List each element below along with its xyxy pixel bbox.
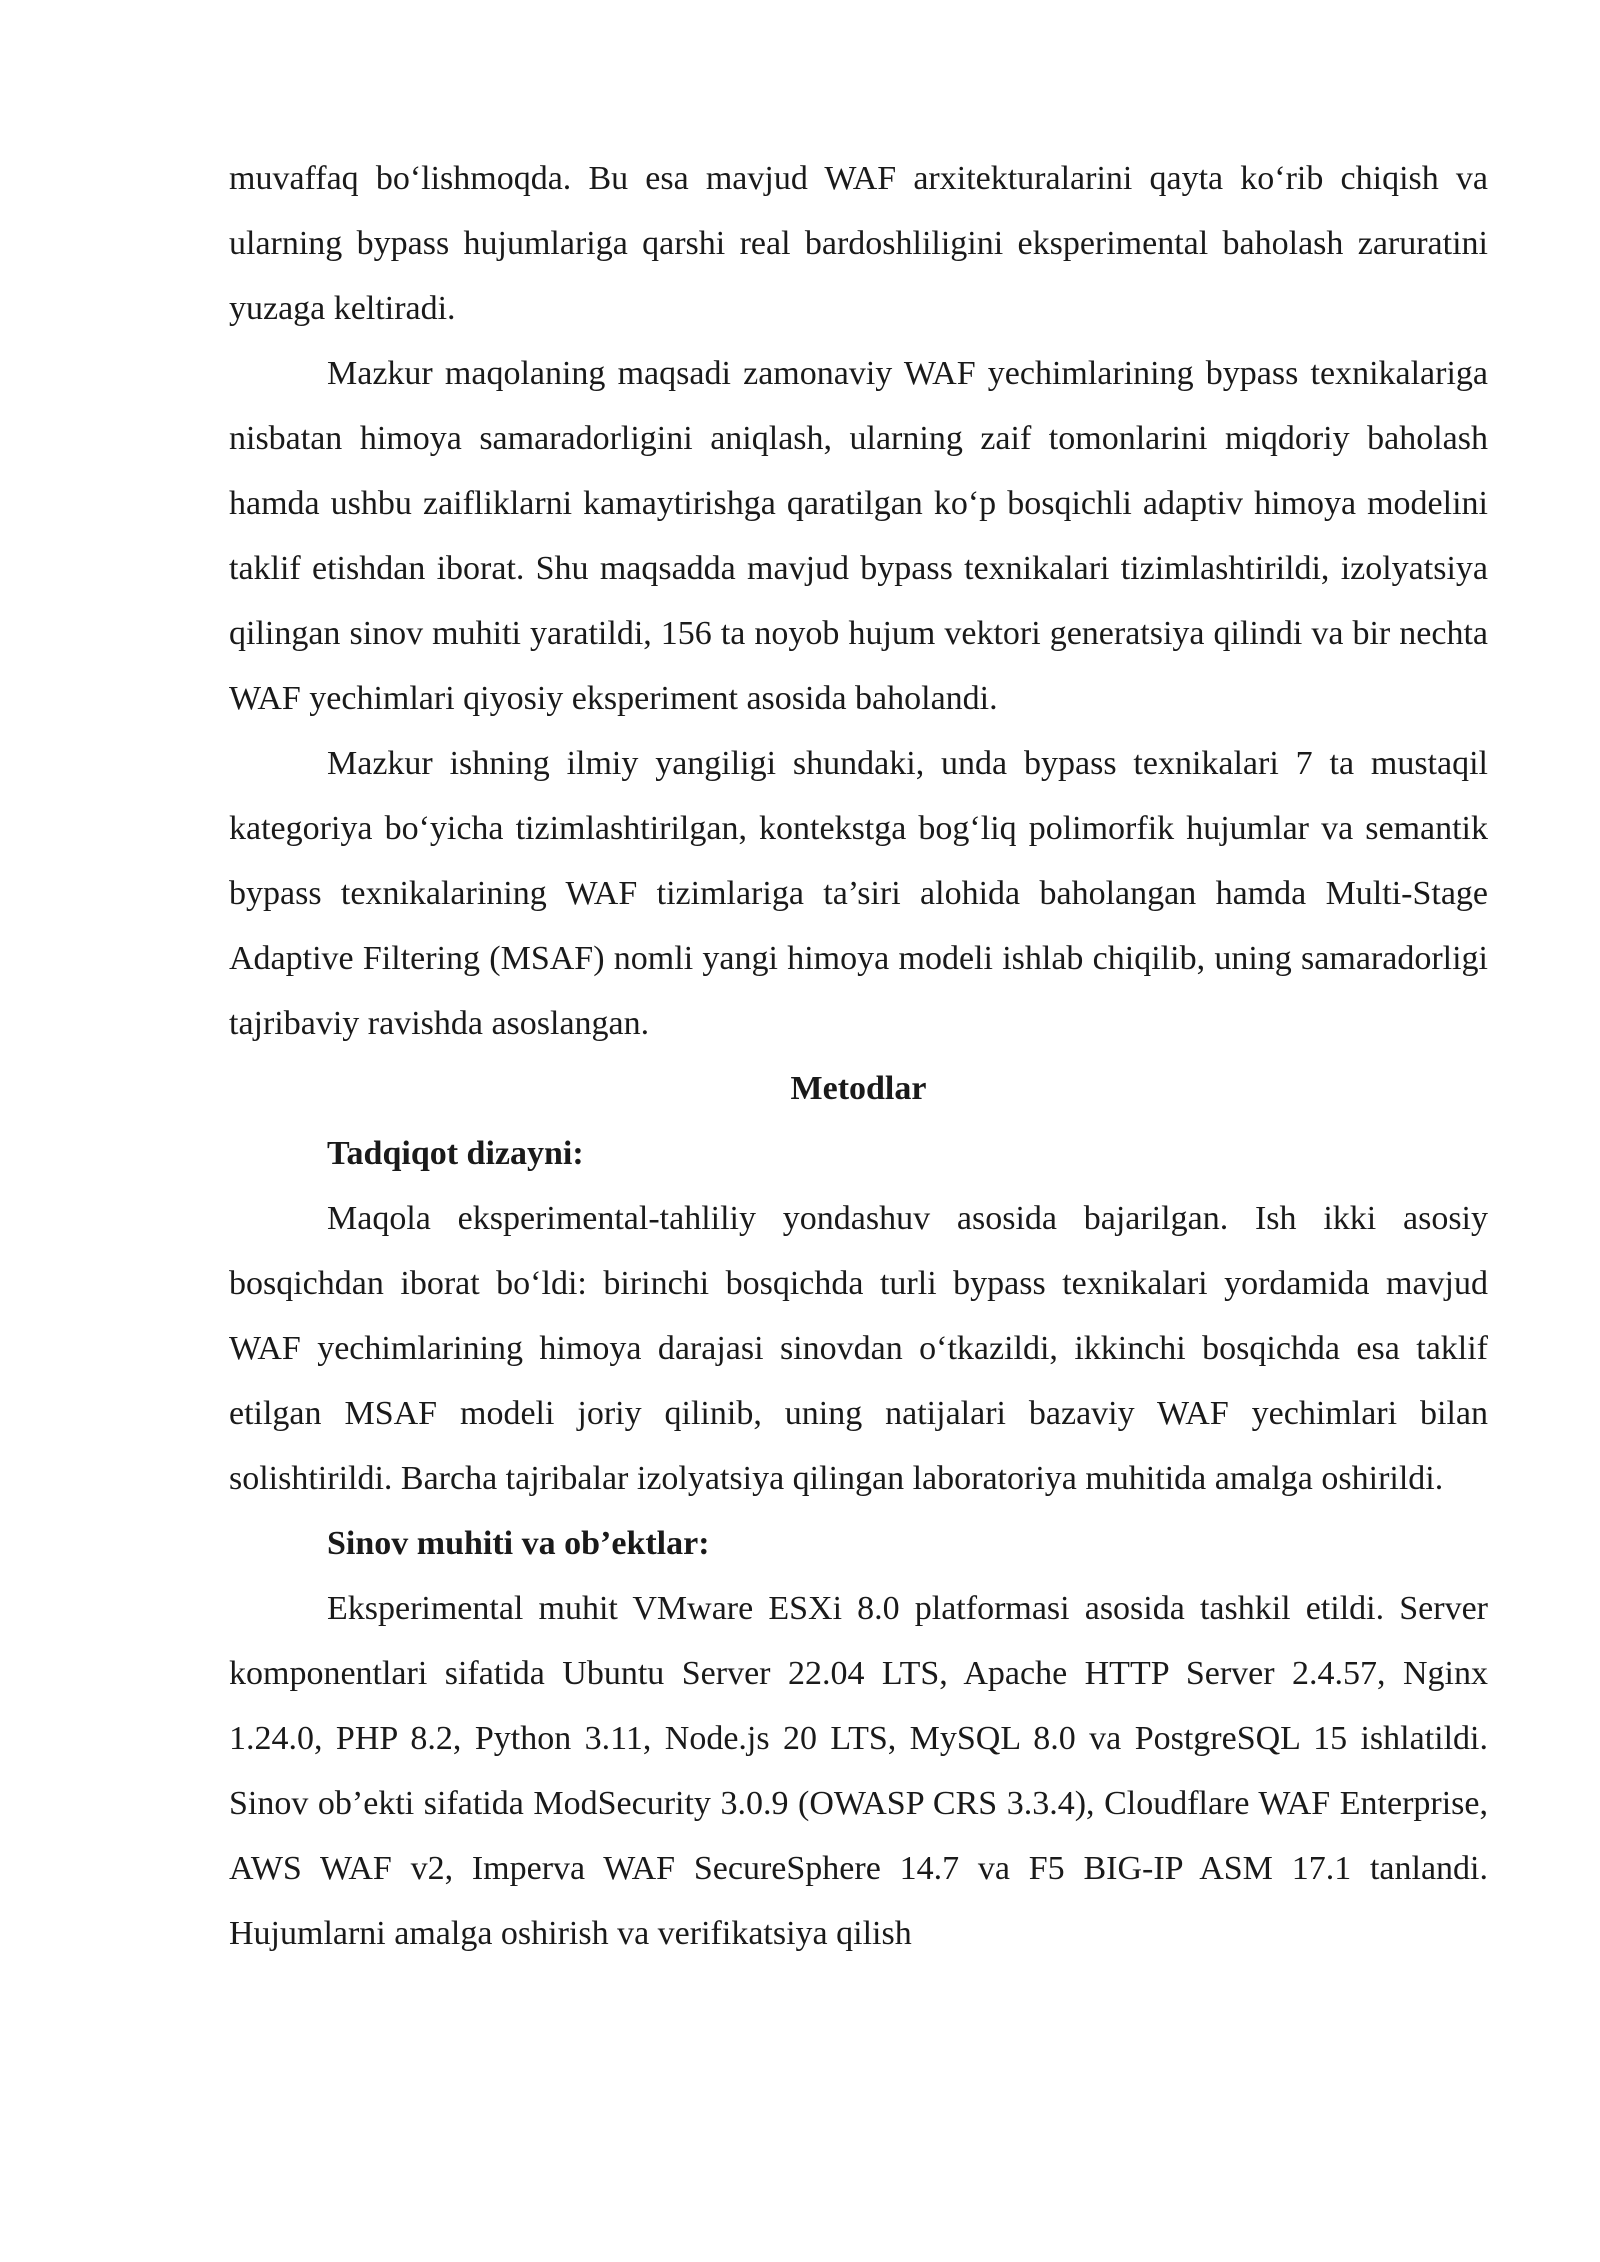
paragraph-test-environment: Eksperimental muhit VMware ESXi 8.0 platformasi asosida tashkil etildi. Server komponentlari sifatida Ubuntu Server 22.04 LTS, Apache HTTP Server 2.4.57, Nginx 1.24.0, PHP 8.2, Python 3.11, Node.js 20 LTS, MySQL 8.0 va PostgreSQL 15 ishlatildi. Sinov ob’ekti sifatida ModSecurity 3.0.9 (OWASP CRS 3.3.4), Cloudflare WAF Enterprise, AWS WAF v2, Imperva WAF SecureSphere 14.7 va F5 BIG-IP ASM 17.1 tanlandi. Hujumlarni amalga oshirish va verifikatsiya qilish xyxy=(229,1590,1488,1952)
paragraph-study-design: Maqola eksperimental-tahliliy yondashuv asosida bajarilgan. Ish ikki asosiy bosqichdan iborat bo‘ldi: birinchi bosqichda turli bypass texnikalari yordamida mavjud WAF yechimlarining himoya darajasi sinovdan o‘tkazildi, ikkinchi bosqichda esa taklif etilgan MSAF modeli joriy qilinib, uning natijalari bazaviy WAF yechimlari bilan solishtirildi. Barcha tajribalar izolyatsiya qilingan laboratoriya muhitida amalga oshirildi. xyxy=(229,1200,1488,1497)
subheading-test-environment: Sinov muhiti va ob’ektlar: xyxy=(327,1525,710,1562)
subheading-study-design: Tadqiqot dizayni: xyxy=(327,1135,584,1172)
paragraph-continuation: muvaffaq bo‘lishmoqda. Bu esa mavjud WAF arxitekturalarini qayta ko‘rib chiqish va ularning bypass hujumlariga qarshi real bardoshliligini eksperimental baholash zaruratini yuzaga keltiradi. xyxy=(229,160,1488,327)
document-page xyxy=(229,146,1488,1966)
paragraph-novelty: Mazkur ishning ilmiy yangiligi shundaki, unda bypass texnikalari 7 ta mustaqil kategoriya bo‘yicha tizimlashtirilgan, kontekstga bog‘liq polimorfik hujumlar va semantik bypass texnikalarining WAF tizimlariga ta’siri alohida baholangan hamda Multi-Stage Adaptive Filtering (MSAF) nomli yangi himoya modeli ishlab chiqilib, uning samaradorligi tajribaviy ravishda asoslangan. xyxy=(229,745,1488,1042)
paragraph-aim: Mazkur maqolaning maqsadi zamonaviy WAF yechimlarining bypass texnikalariga nisbatan himoya samaradorligini aniqlash, ularning zaif tomonlarini miqdoriy baholash hamda ushbu zaifliklarni kamaytirishga qaratilgan ko‘p bosqichli adaptiv himoya modelini taklif etishdan iborat. Shu maqsadda mavjud bypass texnikalari tizimlashtirildi, izolyatsiya qilingan sinov muhiti yaratildi, 156 ta noyob hujum vektori generatsiya qilindi va bir nechta WAF yechimlari qiyosiy eksperiment asosida baholandi. xyxy=(229,355,1488,717)
section-heading-methods: Metodlar xyxy=(790,1070,927,1107)
